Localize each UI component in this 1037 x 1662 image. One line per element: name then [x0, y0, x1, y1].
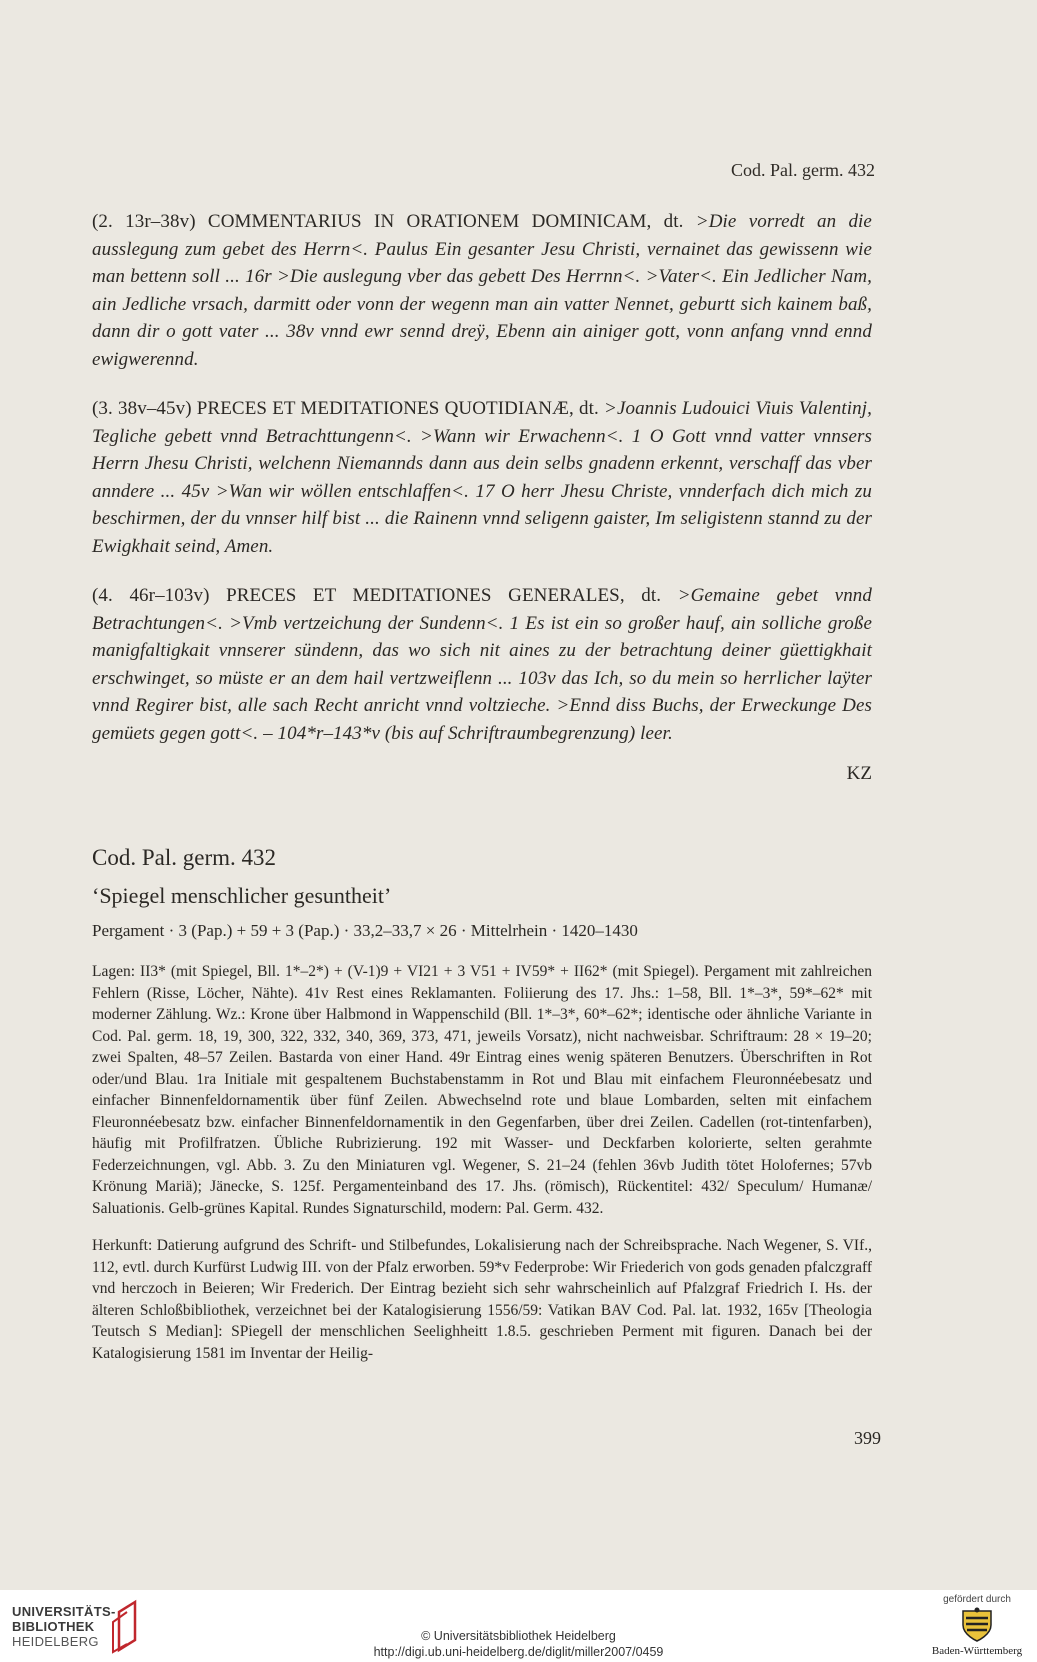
- library-line-1: UNIVERSITÄTS-: [12, 1604, 116, 1619]
- funder-name: Baden-Württemberg: [931, 1645, 1023, 1657]
- section-4: [92, 582, 872, 747]
- section-text: >Joannis Ludouici Viuis Valentinj, Tegliche gebett vnnd Betrachttungenn<. >Wann wir Erwachenn<. 1 O Gott vnnd vatter vnnsers Herrn Jhesu Christi, welchenn Niemannds dann aus dein selbs gnadenn erkennt, verschaff das vber anndere ... 45v >Wan wir wöllen entschlaffen<. 17 O herr Jhesu Christe, vnnderfach dich mich zu beschirmen, der du vnnser hilf bist ... die Rainenn vnnd seligenn gaister, Im seligistenn stannd zu der Ewigkhait seind, Amen.: [92, 398, 872, 557]
- entry-summary: Pergament · 3 (Pap.) + 59 + 3 (Pap.) · 33,2–33,7 × 26 · Mittelrhein · 1420–1430: [92, 921, 638, 940]
- section-2: [92, 208, 872, 373]
- section-3: [92, 395, 872, 560]
- library-line-3: HEIDELBERG: [12, 1634, 99, 1649]
- entry-title: ‘Spiegel menschlicher gesuntheit’: [92, 883, 392, 908]
- permalink[interactable]: http://digi.ub.uni-heidelberg.de/diglit/miller2007/0459: [373, 1645, 664, 1659]
- section-head: (4. 46r–103v) PRECES ET MEDITATIONES GENERALES, dt.: [92, 585, 662, 606]
- viewer-footer: [0, 1590, 1037, 1662]
- coat-of-arms-icon: [960, 1607, 994, 1643]
- copyright-notice: [0, 1628, 1037, 1660]
- funded-by-label: gefördert durch: [943, 1594, 1011, 1605]
- section-head: (2. 13r–38v) COMMENTARIUS IN ORATIONEM DOMINICAM, dt.: [92, 211, 684, 232]
- page-content: [92, 208, 872, 1380]
- running-head: Cod. Pal. germ. 432: [731, 160, 875, 180]
- copyright-text: © Universitätsbibliothek Heidelberg: [421, 1629, 616, 1643]
- funder-block: [931, 1594, 1023, 1657]
- section-head: (3. 38v–45v) PRECES ET MEDITATIONES QUOTIDIANÆ, dt.: [92, 398, 599, 419]
- entry-herkunft: Herkunft: Datierung aufgrund des Schrift- und Stilbefundes, Lokalisierung nach der Schreibsprache. Nach Wegener, S. VIf., 112, evtl. durch Kurfürst Ludwig III. von der Pfalz erworben. 59*v Federprobe: Wir Friederich von gods genaden pfalczgraff vnd herczoch in Beieren; Wir Frederich. Der Eintrag bezieht sich sehr wahrscheinlich auf Pfalzgraf Friedrich I. Hs. der älteren Schloßbibliothek, verzeichnet bei der Katalogisierung 1556/59: Vatikan BAV Cod. Pal. lat. 1932, 165v [Theologia Teutsch S Median]: SPiegell der menschlichen Seelighheitt 1.8.5. geschrieben Perment mit figuren. Danach bei der Katalogisierung 1581 im Inventar der Heilig-: [92, 1237, 872, 1362]
- section-text: >Gemaine gebet vnnd Betrachtungen<. >Vmb vertzeichung der Sundenn<. 1 Es ist ein so großer hauf, ain solliche große manigfaltigkait vnnserer sündenn, das wo sich nit aines zu der betrachtung deiner güettigkhait erschwinget, so müste er an dem hail vertzweiflenn ... 103v das Ich, so du mein so herrlicher laÿter vnnd Regirer bist, alle sach Recht anricht vnnd voltzieche. >Ennd diss Buchs, der Erweckunge Des gemüets gegen gott<. – 104*r–143*v (bis auf Schriftraumbegrenzung) leer.: [92, 585, 873, 744]
- page-number: 399: [854, 1428, 881, 1448]
- author-signature: KZ: [846, 763, 872, 784]
- entry-shelfmark: Cod. Pal. germ. 432: [92, 845, 276, 870]
- section-text: >Die vorredt an die ausslegung zum gebet des Herrn<. Paulus Ein gesanter Jesu Christi, vernainet das gewissenn wie man bettenn soll ... 16r >Die auslegung vber das gebett Des Herrnn<. >Vater<. Ein Jedlicher Nam, ain Jedliche vrsach, darmitt oder vonn der wegenn man ain vatter Nennet, geburtt sich kainem baß, dann dir o gott vater ... 38v vnnd ewr sennd dreÿ, Ebenn ain ainiger gott, vonn anfang vnnd ennd ewigwerennd.: [92, 211, 872, 370]
- library-line-2: BIBLIOTHEK: [12, 1619, 95, 1634]
- entry-lagen: Lagen: II3* (mit Spiegel, Bll. 1*–2*) + (V-1)9 + VI21 + 3 V51 + IV59* + II62* (mit Spiegel). Pergament mit zahlreichen Fehlern (Risse, Löcher, Nähte). 41v Rest eines Reklamanten. Foliierung des 17. Jhs.: 1–58, Bll. 1*–3*, 59*–62* mit moderner Zählung. Wz.: Krone über Halbmond in Wappenschild (Bll. 1*–3*, 60*–62*; identische oder ähnliche Variante in Cod. Pal. germ. 18, 19, 300, 322, 332, 340, 369, 373, 471, jeweils Vorsatz), nicht nachweisbar. Schriftraum: 28 × 19–20; zwei Spalten, 48–57 Zeilen. Bastarda von einer Hand. 49r Eintrag eines wenig späteren Benutzers. Überschriften in Rot oder/und Blau. 1ra Initiale mit gespaltenem Buchstabenstamm in Rot und Blau mit einfachem Fleuronnéebesatz und einfacher Binnenfeldornamentik über fünf Zeilen. Abwechselnd rote und blaue Lombarden, selten mit einfachem Fleuronnéebesatz bzw. einfacher Binnenfeldornamentik in den Gegenfarben, über drei Zeilen. Cadellen (rot-tintenfarben), häufig mit Profilfratzen. Übliche Rubrizierung. 192 mit Wasser- und Deckfarben kolorierte, selten gerahmte Federzeichnungen, vgl. Abb. 3. Zu den Miniaturen vgl. Wegener, S. 21–24 (fehlen 36vb Judith tötet Holofernes; 57vb Krönung Mariä); Jänecke, S. 125f. Pergamenteinband des 17. Jhs. (römisch), Rückentitel: 432/ Speculum/ Humanæ/ Saluationis. Gelb-grünes Kapital. Rundes Signaturschild, modern: Pal. Germ. 432.: [92, 963, 872, 1217]
